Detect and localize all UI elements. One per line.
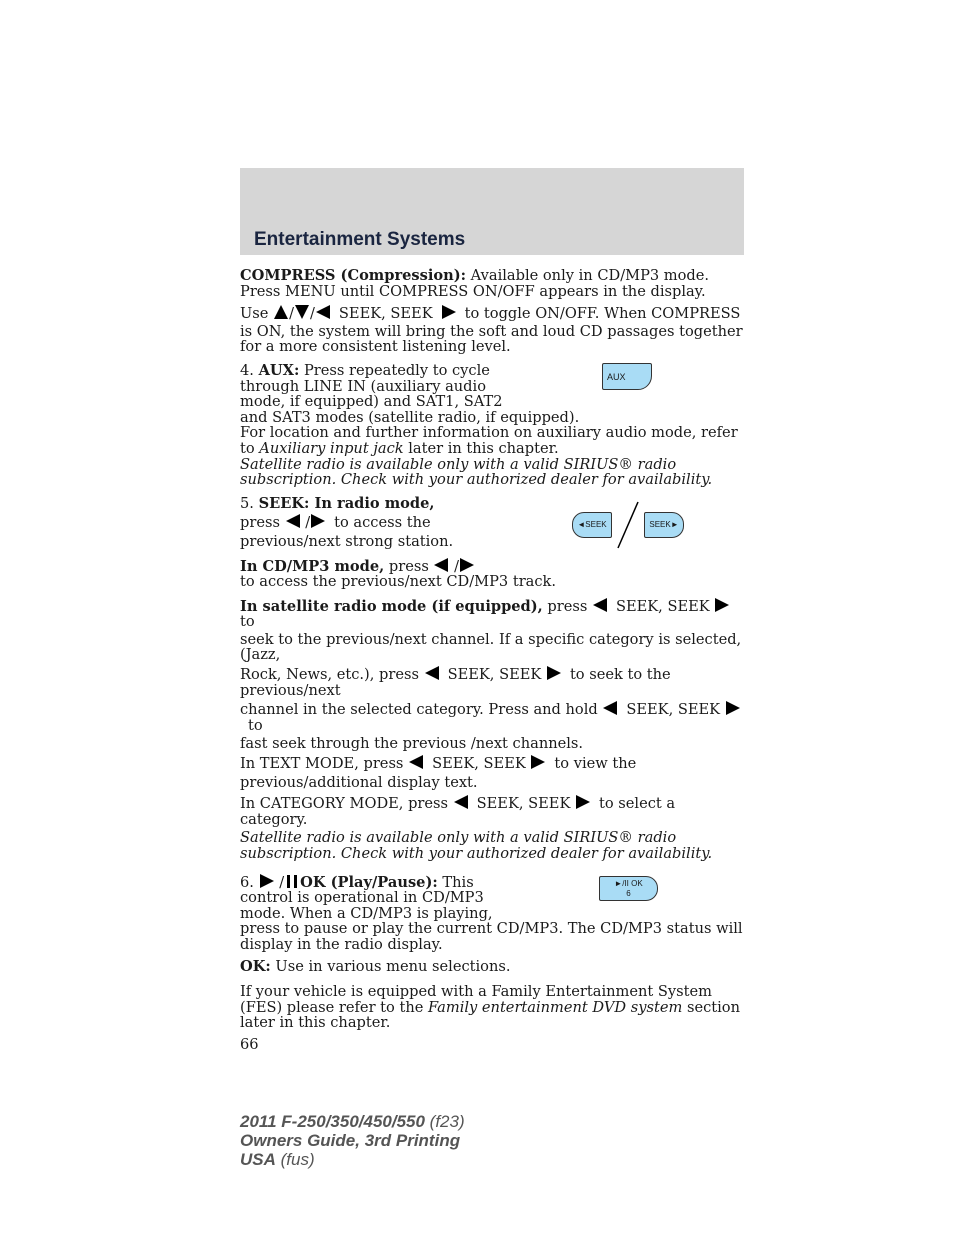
seek-right-arrow-icon [547,666,561,680]
seek-right-arrow-icon [715,598,729,612]
aux-block: AUX 4. AUX: Press repeatedly to cycle through LINE IN (auxiliary audio mode, if equipped) and SAT1, SAT2 and SAT3 modes (satellite radio, if equipped). For location and further information on auxiliary audio mode, refer to Auxiliary input jack later in this chapter. Satellite radio is available only with a valid SIRIUS® radio subscription. Check with your authorized dealer for availability. [240,363,746,488]
seek-right-button: SEEK► [644,512,684,538]
compress-label: COMPRESS (Compression): [240,267,467,284]
compress-cont-paragraph: is ON, the system will bring the soft and loud CD passages together for a more consistent listening level. [240,322,743,356]
footer: 2011 F-250/350/450/550 (f23) Owners Guide, 3rd Printing USA (fus) [240,1112,465,1169]
page-number: 66 [240,1035,259,1053]
aux-sirius-note: Satellite radio is available only with a valid SIRIUS® radio subscription. Check with your authorized dealer for availability. [240,455,713,489]
fes-paragraph: If your vehicle is equipped with a Family Entertainment System (FES) please refer to the Family entertainment DVD system section later in this chapter. [240,983,740,1032]
aux-button-illustration: AUX [602,363,652,390]
play-pause-ok-button-illustration: ►/II OK 6 [599,876,658,901]
seek-cd-line: In CD/MP3 mode, press / [240,558,746,575]
seek-right-arrow-icon [442,305,456,319]
seek-right-arrow-icon [726,701,740,715]
seek-right-arrow-icon [531,755,545,769]
ok-block: ►/II OK 6 6. / OK (Play/Pause): This control is operational in CD/MP3 mode. When a CD/MP3 is playing, press to pause or play the current CD/MP3. The CD/MP3 status will display in the radio display. [240,873,743,953]
fes-dvd-ref: Family entertainment DVD system [428,998,683,1016]
seek-buttons-illustration [572,500,684,550]
section-header [240,168,744,255]
seek-left-arrow-icon [593,598,607,612]
seek-left-arrow-icon [454,795,468,809]
pause-icon [287,875,297,888]
aux-input-jack-ref: Auxiliary input jack [259,439,404,457]
seek-right-arrow-icon [576,795,590,809]
page-content: COMPRESS (Compression): Available only in CD/MP3 mode. Press MENU until COMPRESS ON/OFF appears in the display. Use / / SEEK, SEEK to toggle ON/OFF. When COMPRESS is ON, the system will bring the soft and loud CD passages together for a more consistent listening level. AUX 4. AUX: Press repeatedly to cycle through LINE IN (auxiliary audio mode, if equipped) and SAT1, SAT2 and SAT3 modes (satellite radio, if equipped). For location and further information on auxiliary audio mode, refer to Auxiliary input jack later in this chapter. Satellite radio is available only with a valid SIRIUS® radio subscription. Check with your authorized dealer for availability. ◄SEEK SEEK► 5. SEEK: In radio mode, press / to access the previous/next strong station. In CD/MP3 mode, press / to access the previous/next CD/MP3 track. In satellite radio mode (if equipped), press SEEK, SEEK to seek to the previous/next channel. If a specific category is selected, (Jazz, Rock, News, etc.), press SEEK, SEEK to seek to the previous/next channel in the selected category. Press and hold SEEK, SEEK to fast seek through the previous /next channels. In TEXT MODE, press SEEK, SEEK to view the previous/additional display text. In CATEGORY MODE, press SEEK, SEEK to select a category. Satellite radio is available only with a valid SIRIUS® radio subscription. Check with your authorized dealer for availability. ►/II OK 6 6. / OK (Play/Pause): This control is operational in CD/MP3 mode. When a CD/MP3 is playing, press to pause or play the current CD/MP3. The CD/MP3 status will display in the radio display. OK: Use in various menu selections. If your vehicle is equipped with a Family Entertainment System (FES) please refer to the Family entertainment DVD system section later in this chapter. 66 [240,268,746,1053]
down-arrow-icon [295,305,309,319]
seek-sirius-note: Satellite radio is available only with a valid SIRIUS® radio subscription. Check with your authorized dealer for availability. [240,829,713,862]
seek-left-arrow-icon [316,305,330,319]
seek-left-arrow-icon [409,755,423,769]
seek-left-button: ◄SEEK [572,512,612,538]
seek-sat-paragraph: In satellite radio mode (if equipped), press SEEK, SEEK to [240,598,746,630]
seek-label: SEEK: In radio mode, [258,494,435,512]
left-arrow-icon [286,514,300,528]
right-arrow-icon [311,514,325,528]
seek-block: ◄SEEK SEEK► 5. SEEK: In radio mode, press / to access the previous/next strong station. [240,496,746,550]
slash-divider-icon [614,500,642,550]
compress-use-paragraph: Use / / SEEK, SEEK to toggle ON/OFF. When COMPRESS [240,305,741,323]
seek-left-arrow-icon [603,701,617,715]
up-arrow-icon [274,305,288,319]
seek-left-arrow-icon [425,666,439,680]
aux-location-text: For location and further information on auxiliary audio mode, refer to Auxiliary input jack later in this chapter. [240,424,738,457]
section-title: Entertainment Systems [254,229,466,250]
play-icon [260,874,274,888]
right-arrow-icon [460,558,474,572]
ok-play-pause-label: OK (Play/Pause): [300,873,438,891]
ok-paragraph: OK: Use in various menu selections. [240,957,511,975]
aux-label: AUX: [258,361,300,379]
compress-paragraph: COMPRESS (Compression): Available only in CD/MP3 mode. Press MENU until COMPRESS ON/OFF appears in the display. [240,267,710,300]
left-arrow-icon [434,558,448,572]
